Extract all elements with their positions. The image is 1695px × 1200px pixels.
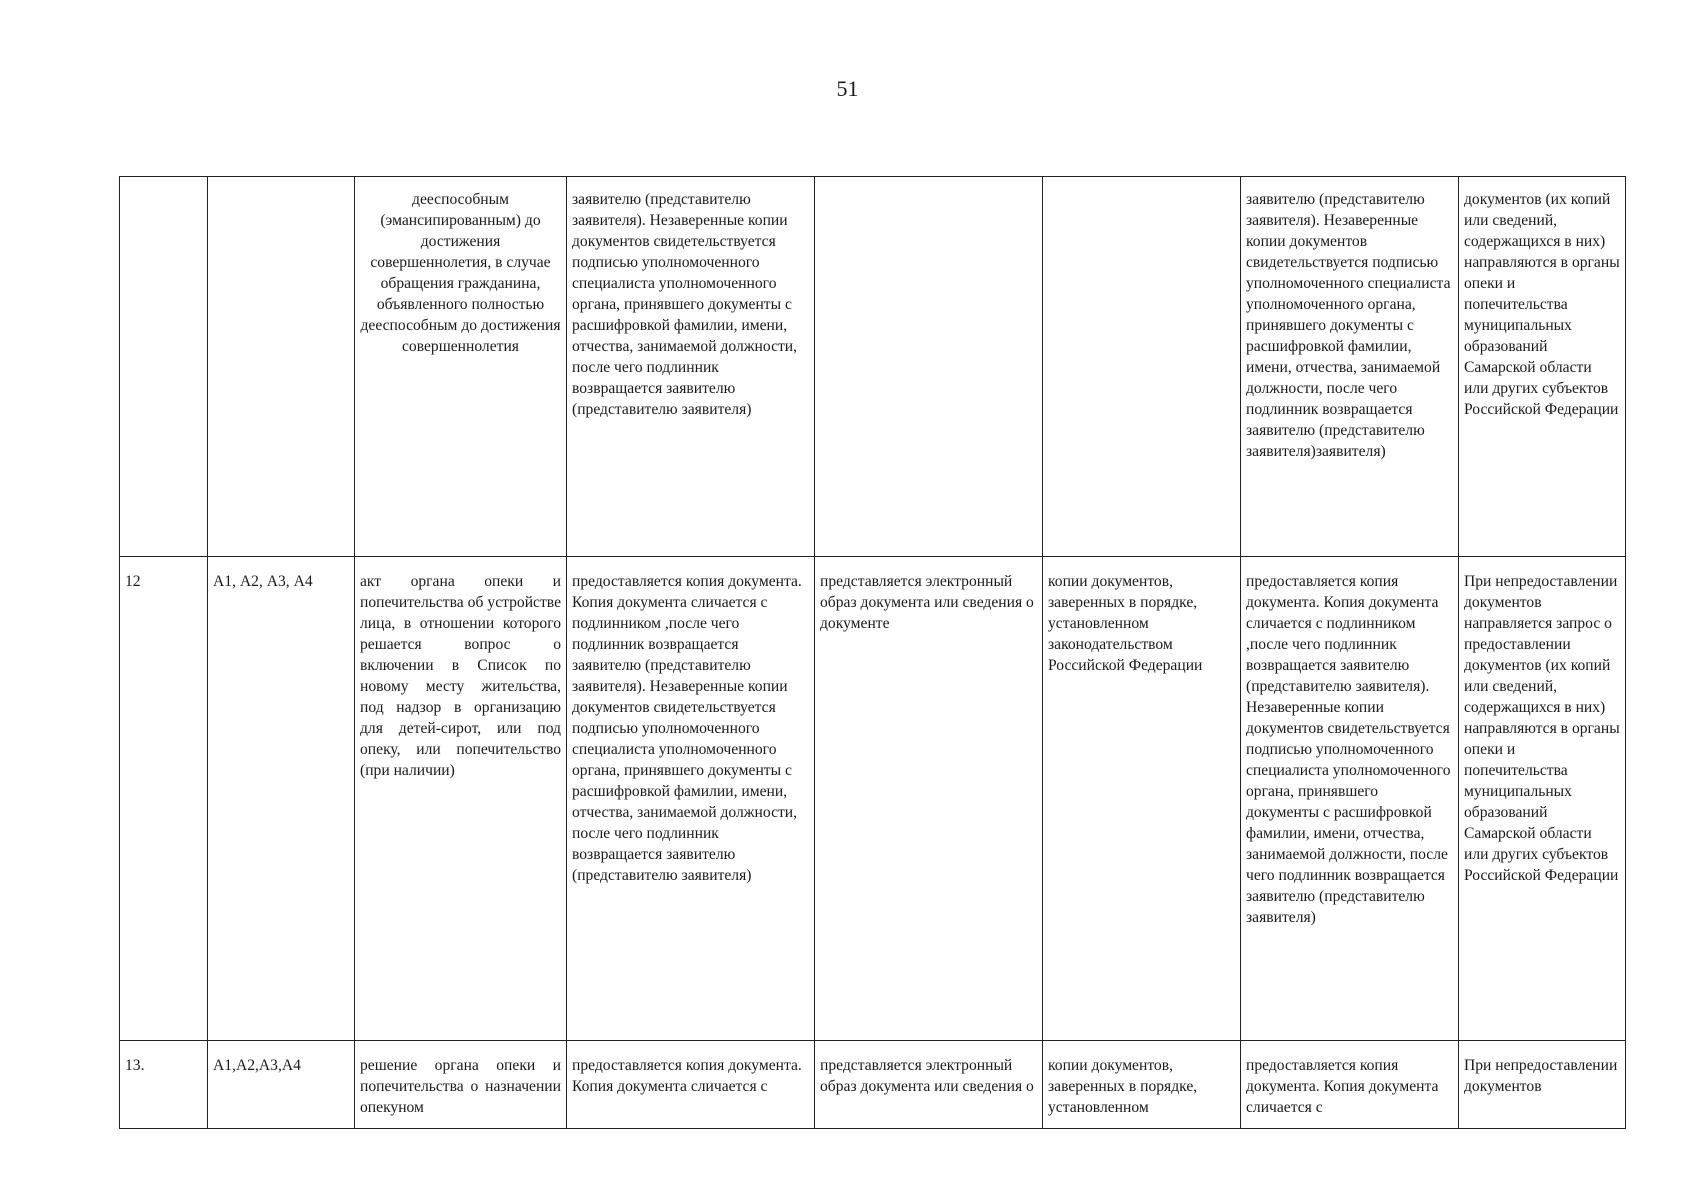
table-row xyxy=(120,557,1626,1041)
page-number: 51 xyxy=(836,76,859,101)
interagency-request-cell: документов (их копий или сведений, содержащихся в них) направляются в органы опеки и попечительства муниципальных образований Самарской области или других субъектов Российской Федерации xyxy=(1459,177,1626,557)
interagency-request-cell: При непредоставлении документов xyxy=(1459,1041,1626,1129)
electronic-submission-cell: представляется электронный образ документа или сведения о xyxy=(815,1041,1043,1129)
row-number-cell: 12 xyxy=(120,557,208,1041)
applicant-category-cell xyxy=(208,177,355,557)
mail-submission-cell: копии документов, заверенных в порядке, установленном xyxy=(1043,1041,1241,1129)
paper-submission-cell: предоставляется копия документа. Копия документа сличается с xyxy=(567,1041,815,1129)
paper-submission-cell: предоставляется копия документа. Копия документа сличается с подлинником ,после чего подлинник возвращается заявителю (представителю заявителя). Незаверенные копии документов свидетельствуется подписью уполномоченного специалиста уполномоченного органа, принявшего документы с расшифровкой фамилии, имени, отчества, занимаемой должности, после чего подлинник возвращается заявителю (представителю заявителя) xyxy=(567,557,815,1041)
documents-table xyxy=(119,176,1626,1129)
mail-submission-cell: копии документов, заверенных в порядке, установленном законодательством Российской Федерации xyxy=(1043,557,1241,1041)
electronic-submission-cell: представляется электронный образ документа или сведения о документе xyxy=(815,557,1043,1041)
mfc-submission-cell: предоставляется копия документа. Копия документа сличается с xyxy=(1241,1041,1459,1129)
mail-submission-cell xyxy=(1043,177,1241,557)
row-number-cell: 13. xyxy=(120,1041,208,1129)
document-name-cell: акт органа опеки и попечительства об устройстве лица, в отношении которого решается вопрос о включении в Список по новому месту жительства, под надзор в организацию для детей-сирот, или под опеку, или попечительство (при наличии) xyxy=(355,557,567,1041)
table-row xyxy=(120,177,1626,557)
paper-submission-cell: заявителю (представителю заявителя). Незаверенные копии документов свидетельствуется подписью уполномоченного специалиста уполномоченного органа, принявшего документы с расшифровкой фамилии, имени, отчества, занимаемой должности, после чего подлинник возвращается заявителю (представителю заявителя) xyxy=(567,177,815,557)
electronic-submission-cell xyxy=(815,177,1043,557)
applicant-category-cell: А1, А2, А3, А4 xyxy=(208,557,355,1041)
document-name-cell: дееспособным (эмансипированным) до достижения совершеннолетия, в случае обращения гражданина, объявленного полностью дееспособным до достижения совершеннолетия xyxy=(355,177,567,557)
row-number-cell xyxy=(120,177,208,557)
mfc-submission-cell: заявителю (представителю заявителя). Незаверенные копии документов свидетельствуется подписью уполномоченного специалиста уполномоченного органа, принявшего документы с расшифровкой фамилии, имени, отчества, занимаемой должности, после чего подлинник возвращается заявителю (представителю заявителя)заявителя) xyxy=(1241,177,1459,557)
interagency-request-cell: При непредоставлении документов направляется запрос о предоставлении документов (их копий или сведений, содержащихся в них) направляются в органы опеки и попечительства муниципальных образований Самарской области или других субъектов Российской Федерации xyxy=(1459,557,1626,1041)
document-name-cell: решение органа опеки и попечительства о назначении опекуном xyxy=(355,1041,567,1129)
applicant-category-cell: А1,А2,А3,А4 xyxy=(208,1041,355,1129)
table-row xyxy=(120,1041,1626,1129)
mfc-submission-cell: предоставляется копия документа. Копия документа сличается с подлинником ,после чего подлинник возвращается заявителю (представителю заявителя). Незаверенные копии документов свидетельствуется подписью уполномоченного специалиста уполномоченного органа, принявшего документы с расшифровкой фамилии, имени, отчества, занимаемой должности, после чего подлинник возвращается заявителю (представителю заявителя) xyxy=(1241,557,1459,1041)
